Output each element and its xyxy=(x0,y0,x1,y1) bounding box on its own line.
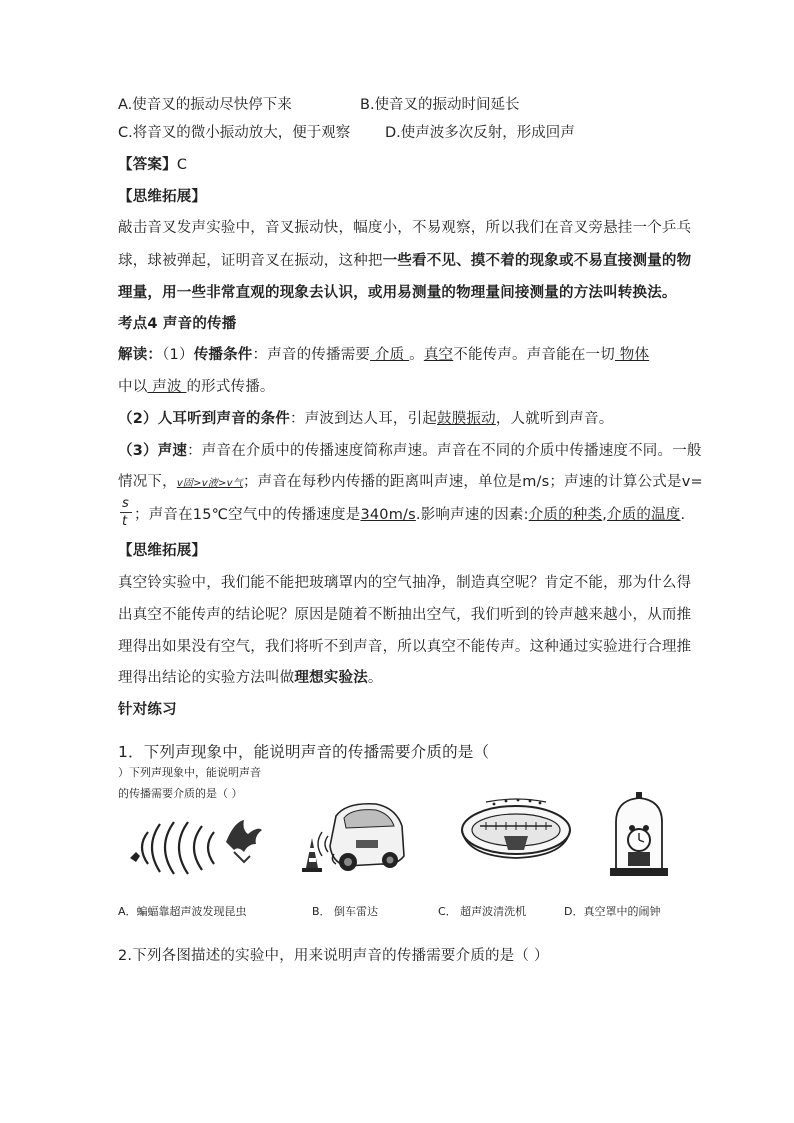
expand2-line4-a: 理得出结论的实验方法叫做 xyxy=(118,670,295,686)
expand2-line4-c: 。 xyxy=(367,670,383,686)
expand1-line2-a: 球，球被弹起，证明音叉在振动，这种把 xyxy=(118,253,383,269)
p1-u3: 物体 xyxy=(614,347,650,363)
p6-t3: , xyxy=(602,507,607,523)
p6-t2: .影响声速的因素: xyxy=(415,507,529,523)
p3-key: （2）人耳听到声音的条件 xyxy=(118,411,290,427)
p6-t4: . xyxy=(680,507,686,523)
kaodian-title: 考点4 声音的传播 xyxy=(118,316,237,332)
option-d: D.使声波多次反射，形成回声 xyxy=(385,125,575,141)
p2-t2: 的形式传播。 xyxy=(186,379,275,395)
p1-t3: 不能传声。声音能在一切 xyxy=(453,347,615,363)
answer-label: 【答案】 xyxy=(118,157,177,173)
expand1-line2 xyxy=(118,251,691,271)
question-1-dup-line2: 的传播需要介质的是（ ） xyxy=(118,787,243,800)
kaodian-p3 xyxy=(118,409,613,429)
expand1-line2-b: 一些看不见、摸不着的现象或不易直接测量的物 xyxy=(382,253,692,269)
expand2-title: 【思维拓展】 xyxy=(118,543,207,559)
option-b: B.使音叉的振动时间延长 xyxy=(360,97,520,113)
kaodian-p1 xyxy=(118,345,649,365)
expand1-line3-a: 理量，用一些非常直观的现象去认识，或用易测量的物理量间接测量的方法叫 xyxy=(118,285,618,301)
expand2-line4 xyxy=(118,668,383,688)
option-a: A.使音叉的振动尽快停下来 xyxy=(118,97,292,113)
expand1-line1: 敲击音叉发声实验中，音叉振动快，幅度小，不易观察，所以我们在音叉旁悬挂一个乒乓 xyxy=(118,220,692,236)
p3-t2: ，人就听到声音。 xyxy=(495,411,614,427)
p6-t1: ；声音在15℃空气中的传播速度是 xyxy=(134,507,361,523)
question-1: 1．下列声现象中，能说明声音的传播需要介质的是（ xyxy=(118,743,490,761)
p1-t2: 。 xyxy=(409,347,424,363)
vacuum-bell-jar-image xyxy=(608,792,670,882)
p6-u3: 介质的温度 xyxy=(607,507,681,523)
p5-t1: 情况下， xyxy=(118,474,177,490)
answer-value: C xyxy=(176,157,188,173)
expand1-title: 【思维拓展】 xyxy=(118,189,207,205)
kaodian-p4 xyxy=(118,441,702,461)
expand1-line3-b: 转换法 xyxy=(617,284,662,301)
p2-t1: 中以 xyxy=(118,379,148,395)
expand1-line3-c: 。 xyxy=(661,285,677,301)
p1-t1: ：声音的传播需要 xyxy=(252,347,371,363)
expand2-line3: 理得出如果没有空气，我们将听不到声音，所以真空不能传声。这种通过实验进行合理推 xyxy=(118,639,692,655)
kaodian-p2 xyxy=(118,377,275,397)
option-c: C.将音叉的微小振动放大，便于观察 xyxy=(118,125,351,141)
expand2-line2: 出真空不能传声的结论呢？原因是随着不断抽出空气，我们听到的铃声越来越小，从而推 xyxy=(118,607,692,623)
caption-c: C． 超声波清洗机 xyxy=(438,905,527,918)
p1-label: 解读： xyxy=(118,347,163,363)
p5-t2: ；声音在每秒内传播的距离叫声速，单位是m/s；声速的计算公式是v= xyxy=(242,474,703,490)
question-1-dup-line1: ）下列声现象中，能说明声音 xyxy=(118,766,261,779)
caption-a: A．蝙蝠靠超声波发现昆虫 xyxy=(118,905,247,918)
p1-u2: 真空 xyxy=(423,347,454,363)
expand1-line3 xyxy=(118,283,677,303)
p5-u1: v固>v液>v气 xyxy=(176,478,243,489)
kaodian-p6 xyxy=(134,505,685,525)
p3-u1: 鼓膜振动 xyxy=(437,411,496,427)
p4-key: （3）声速 xyxy=(118,443,188,459)
p1-key: 传播条件 xyxy=(193,347,253,363)
expand2-line4-b: 理想实验法 xyxy=(294,669,368,686)
caption-d: D．真空罩中的闹钟 xyxy=(564,905,661,918)
p2-u1: 声波 xyxy=(147,379,187,395)
fraction-denominator: t xyxy=(122,514,128,529)
ultrasonic-cleaner-image xyxy=(456,796,576,880)
expand2-line1: 真空铃实验中，我们能不能把玻璃罩内的空气抽净，制造真空呢？肯定不能，那为什么得 xyxy=(118,575,692,591)
p1-num: （1） xyxy=(162,347,194,363)
practice-title: 针对练习 xyxy=(118,702,177,718)
kaodian-p5 xyxy=(118,472,703,494)
p6-u2: 介质的种类 xyxy=(528,507,603,523)
answer-line xyxy=(118,155,187,175)
p3-t1: ：声波到达人耳，引起 xyxy=(290,411,437,427)
p6-u1: 340m/s xyxy=(360,507,416,523)
p1-u1: 介质 xyxy=(370,347,410,363)
fraction-bar xyxy=(120,512,132,513)
fraction-numerator: s xyxy=(122,496,129,511)
car-radar-image xyxy=(296,796,408,880)
bat-ultrasound-image xyxy=(126,812,276,878)
p4-t1: ：声音在介质中的传播速度简称声速。声音在不同的介质中传播速度不同。一般 xyxy=(187,443,702,459)
question-2: 2.下列各图描述的实验中，用来说明声音的传播需要介质的是（ ） xyxy=(118,948,549,964)
caption-b: B． 倒车雷达 xyxy=(312,905,379,918)
